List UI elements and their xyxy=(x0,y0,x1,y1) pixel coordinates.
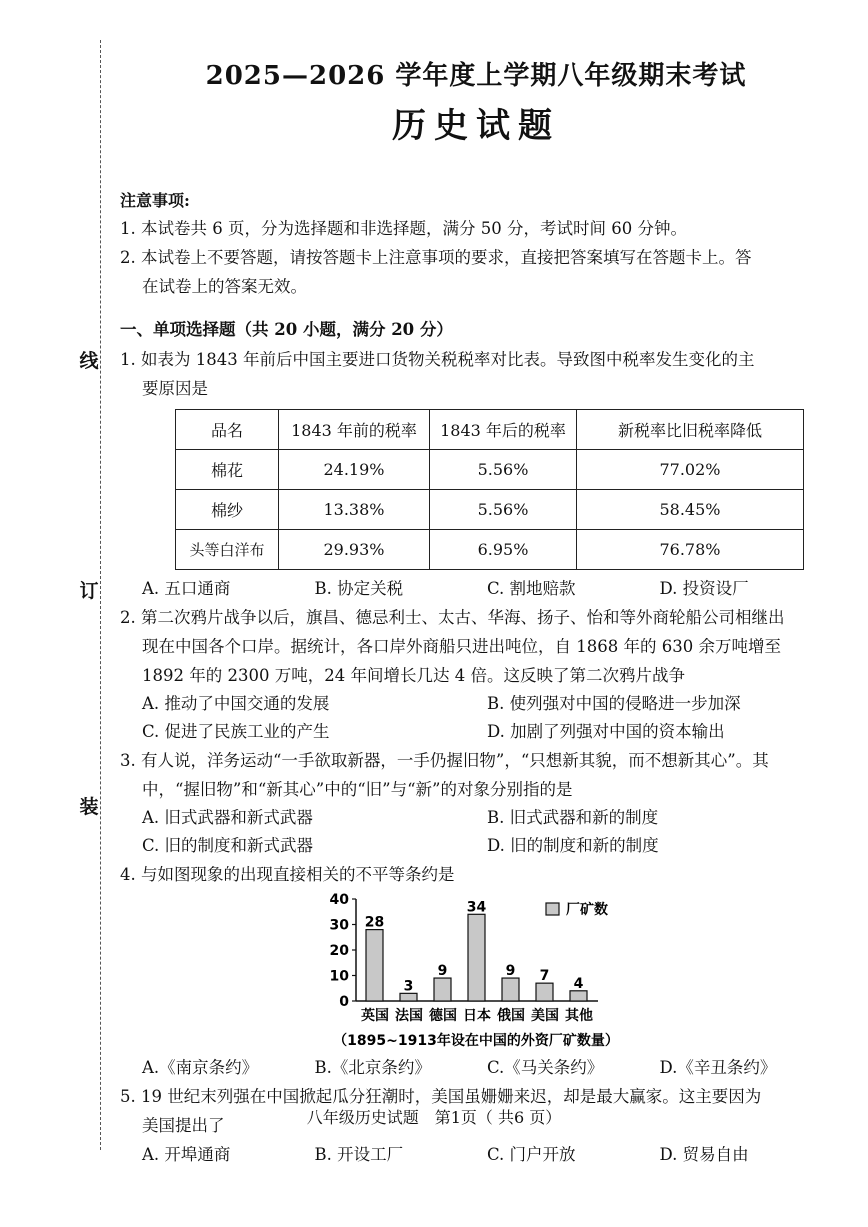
notes-heading: 注意事项: xyxy=(120,191,190,210)
page-footer: 八年级历史试题 第1页（ 共6 页） xyxy=(306,1108,562,1127)
table-cell: 77.02% xyxy=(577,450,804,490)
note-item-2-cont: 在试卷上的答案无效。 xyxy=(142,277,307,296)
chart-category-label: 英国 xyxy=(361,1008,389,1024)
table-header-cell: 品名 xyxy=(176,410,279,450)
table-row xyxy=(176,530,804,570)
chart-data-label: 9 xyxy=(437,963,448,980)
table-cell: 棉纱 xyxy=(176,490,279,530)
note-item-2: 2. 本试卷上不要答题，请按答题卡上注意事项的要求，直接把答案填写在答题卡上。答 xyxy=(120,248,752,267)
option-a: A. 旧式武器和新式武器 xyxy=(142,808,313,827)
question-3-line1: 3. 有人说，洋务运动“一手欲取新器，一手仍握旧物”，“只想新其貌，而不想新其心”。其 xyxy=(120,751,769,770)
chart-legend-label: 厂矿数 xyxy=(566,902,608,918)
question-2-line2: 现在中国各个口岸。据统计，各口岸外商船只进出吨位，自 1868 年的 630 余万吨增至 xyxy=(142,637,781,656)
chart-y-tick-label: 30 xyxy=(329,917,349,934)
option-a: A. 开埠通商 xyxy=(142,1145,231,1164)
question-2 xyxy=(120,603,832,690)
chart-bar xyxy=(366,930,383,1001)
question-3-options xyxy=(120,804,832,860)
binding-char-xian: 线 xyxy=(79,350,99,372)
subject-title: 历史试题 xyxy=(392,106,560,146)
table-row xyxy=(176,490,804,530)
binding-char-zhuang: 装 xyxy=(79,796,99,818)
chart-bar xyxy=(400,993,417,1001)
question-3 xyxy=(120,746,832,804)
option-d: D. 投资设厂 xyxy=(659,579,749,598)
table-cell: 13.38% xyxy=(279,490,430,530)
question-1-line2: 要原因是 xyxy=(142,379,208,398)
table-header-cell: 1843 年后的税率 xyxy=(430,410,577,450)
section-heading: 一、单项选择题（共 20 小题，满分 20 分） xyxy=(120,320,453,339)
chart-bar xyxy=(570,991,587,1001)
option-a: A.《南京条约》 xyxy=(142,1058,259,1077)
option-d: D. 旧的制度和新的制度 xyxy=(487,836,659,855)
option-a: A. 推动了中国交通的发展 xyxy=(142,694,330,713)
chart-y-tick-label: 20 xyxy=(329,943,349,959)
table-row xyxy=(176,450,804,490)
question-4 xyxy=(120,860,832,889)
chart-bar xyxy=(536,983,553,1001)
question-1-line1: 1. 如表为 1843 年前后中国主要进口货物关税税率对比表。导致图中税率发生变化的主 xyxy=(120,350,755,369)
factory-chart-wrap xyxy=(120,893,832,1053)
option-d: D.《辛丑条约》 xyxy=(659,1058,777,1077)
binding-dashed-line xyxy=(100,40,101,1150)
table-cell: 头等白洋布 xyxy=(176,530,279,570)
chart-data-label: 9 xyxy=(505,963,516,980)
table-cell: 58.45% xyxy=(577,490,804,530)
chart-category-label: 其他 xyxy=(565,1008,593,1024)
question-2-options xyxy=(120,690,832,746)
question-5-options xyxy=(120,1140,832,1169)
option-b: B. 使列强对中国的侵略进一步加深 xyxy=(487,694,741,713)
table-cell: 5.56% xyxy=(430,490,577,530)
table-cell: 76.78% xyxy=(577,530,804,570)
question-2-line1: 2. 第二次鸦片战争以后，旗昌、德忌利士、太古、华海、扬子、怡和等外商轮船公司相继出 xyxy=(120,608,785,627)
chart-data-label: 34 xyxy=(466,899,487,916)
question-4-line1: 4. 与如图现象的出现直接相关的不平等条约是 xyxy=(120,865,455,884)
option-b: B. 开设工厂 xyxy=(314,1145,404,1164)
option-b: B.《北京条约》 xyxy=(314,1058,431,1077)
chart-data-label: 28 xyxy=(364,914,385,931)
question-5-line1: 5. 19 世纪末列强在中国掀起瓜分狂潮时，美国虽姗姗来迟，却是最大赢家。这主要因为 xyxy=(120,1087,762,1106)
option-c: C. 门户开放 xyxy=(487,1145,576,1164)
chart-legend-swatch xyxy=(546,903,559,915)
question-4-options xyxy=(120,1053,832,1082)
table-cell: 6.95% xyxy=(430,530,577,570)
table-cell: 棉花 xyxy=(176,450,279,490)
chart-category-label: 美国 xyxy=(531,1008,559,1024)
table-cell: 29.93% xyxy=(279,530,430,570)
option-b: B. 旧式武器和新的制度 xyxy=(487,808,659,827)
option-d: D. 贸易自由 xyxy=(659,1145,749,1164)
option-c: C. 促进了民族工业的产生 xyxy=(142,722,330,741)
chart-data-label: 4 xyxy=(573,975,584,992)
table-header-cell: 新税率比旧税率降低 xyxy=(577,410,804,450)
factory-bar-chart xyxy=(120,893,832,1053)
table-header-cell: 1843 年前的税率 xyxy=(279,410,430,450)
chart-data-label: 7 xyxy=(539,968,550,985)
chart-y-tick-label: 40 xyxy=(329,893,349,908)
chart-bar xyxy=(502,978,519,1001)
chart-category-label: 日本 xyxy=(463,1008,491,1024)
tariff-table xyxy=(175,409,804,570)
chart-title: （1895~1913年设在中国的外资厂矿数量） xyxy=(333,1033,619,1049)
question-1 xyxy=(120,345,832,403)
question-2-line3: 1892 年的 2300 万吨，24 年间增长几达 4 倍。这反映了第二次鸦片战争 xyxy=(142,666,685,685)
table-cell: 24.19% xyxy=(279,450,430,490)
table-header-row xyxy=(176,410,804,450)
chart-data-label: 3 xyxy=(403,978,414,995)
question-1-options xyxy=(120,574,832,603)
chart-category-label: 法国 xyxy=(395,1008,423,1024)
option-b: B. 协定关税 xyxy=(314,579,404,598)
chart-bar xyxy=(468,914,485,1001)
option-c: C. 旧的制度和新式武器 xyxy=(142,836,314,855)
chart-bar xyxy=(434,978,451,1001)
note-item-1: 1. 本试卷共 6 页，分为选择题和非选择题，满分 50 分，考试时间 60 分钟。 xyxy=(120,219,687,238)
chart-y-tick-label: 0 xyxy=(339,994,349,1010)
option-d: D. 加剧了列强对中国的资本输出 xyxy=(487,722,725,741)
chart-category-label: 德国 xyxy=(429,1008,457,1024)
question-3-line2: 中，“握旧物”和“新其心”中的“旧”与“新”的对象分别指的是 xyxy=(142,780,573,799)
option-c: C. 割地赔款 xyxy=(487,579,576,598)
option-c: C.《马关条约》 xyxy=(487,1058,604,1077)
binding-char-ding: 订 xyxy=(79,580,99,602)
exam-page xyxy=(120,58,832,1169)
exam-title: 2025—2026 学年度上学期八年级期末考试 xyxy=(205,61,747,91)
option-a: A. 五口通商 xyxy=(142,579,231,598)
chart-y-tick-label: 10 xyxy=(329,968,349,985)
table-cell: 5.56% xyxy=(430,450,577,490)
chart-category-label: 俄国 xyxy=(497,1008,525,1024)
question-5-line2: 美国提出了 xyxy=(142,1116,225,1135)
